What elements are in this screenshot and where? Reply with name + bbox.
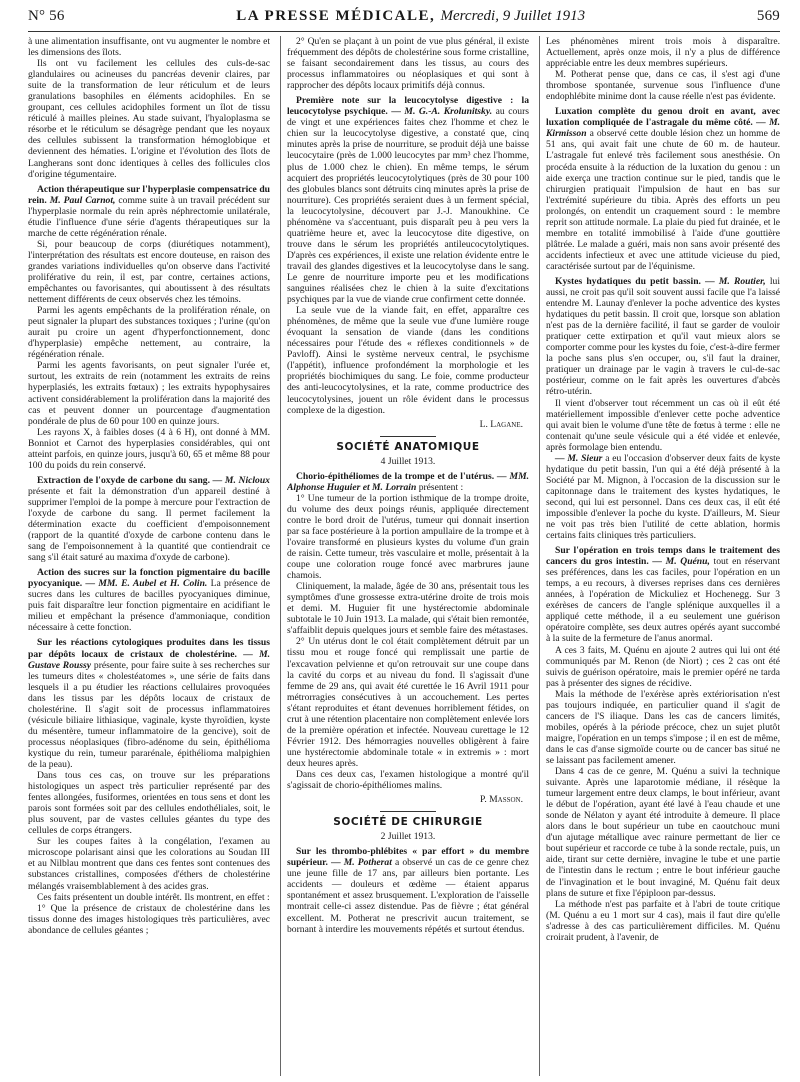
- article-paragraph: [287, 471, 529, 493]
- paragraph: [28, 360, 270, 426]
- paragraph: [546, 398, 780, 453]
- paragraph: [546, 69, 780, 102]
- author-name: — M. Nicloux: [212, 474, 270, 486]
- section-title: SOCIÉTÉ ANATOMIQUE: [336, 440, 480, 453]
- paragraph: [287, 305, 529, 415]
- paragraph-text: La présence de sucres dans les cultures de bacilles pyocyaniques diminue, puis fait disparaître leur fonction pigmentaire en acidifiant le milieu et empêchant la présence d'ammoniaque, condition nécessaire à cette fonction.: [28, 578, 270, 634]
- paragraph: [28, 36, 270, 58]
- author-name: — M. Potherat: [331, 857, 392, 869]
- paragraph-text: a eu l'occasion d'observer deux faits de kyste hydatique du petit bassin, l'un qui a été déjà présenté à la Société par M. Mignon, à l'occasion de la discussion sur le capitonnage dans le traitement des kystes hydatiques, le second, qui lui est personnel. Dans ces deux cas, il eût été impossible d'enlever la poche du kyste. D'ailleurs, M. Sieur ne voit pas très bien l'utilité de cette ablation, hormis certains faits cliniques très particuliers.: [546, 452, 780, 542]
- paragraph: [287, 36, 529, 91]
- column-separator: [280, 36, 281, 1076]
- paragraph-text: Mais la méthode de l'exérèse après extériorisation n'est pas toujours indiquée, en particulier quand il s'agit de cancers de l'S iliaque. Dans les cas de cancers limités, mobiles, opérés à la période précoce, chez un sujet plutôt maigre, l'opération en un temps s'impose ; il en est de même, dans le cas d'anse sigmoïde courte ou de cancer bas situé ne se laissant pas facilement amener.: [546, 688, 780, 766]
- paragraph-text: 1° Une tumeur de la portion isthmique de la trompe droite, du volume des deux poings réunis, appliquée directement contre le bord droit de l'utérus, tumeur qui donnait insertion par sa face postérieure à la portion ampullaire de la trompe et à l'ovaire transformé en plusieurs kystes du volume d'un grain de raisin. Cette tumeur, très vasculaire et molle, présentait à la coupe une coloration rouge foncé avec marbrures jaune chamois.: [287, 492, 529, 582]
- article-paragraph: [546, 106, 780, 272]
- article-paragraph: [287, 846, 529, 934]
- section-heading: [287, 811, 529, 842]
- article-title: Sur l'opération en trois temps dans le traitement des cancers du gros intestin.: [546, 545, 780, 568]
- signature: P. Masson.: [480, 794, 523, 806]
- article-paragraph: [287, 95, 529, 305]
- header-rule: [28, 31, 780, 32]
- paragraph-text: présente, pour faire suite à ses recherches sur les tumeurs dites « cholestéatomes », une série de faits dans lesquels il a pu étudier les réactions cellulaires provoquées dans les tissus par les dépôts locaux de cristaux de cholestérine. Il s'agit soit de processus inflammatoires (vésicule biliaire lithiasique, vaginale, kyste thyroïdien, kyste du mésentère, tumeur inflammatoire de la gencive), soit de processus néoplasiques (fibro-adénome du sein, épithélioma kystique du rein, tumeur pararénale, épithélioma malpighien de la peau).: [28, 659, 270, 770]
- paragraph-text: Ces faits présentent un double intérêt. Ils montrent, en effet :: [37, 891, 270, 903]
- paragraph-text: 1° Que la présence de cristaux de cholestérine dans les tissus donne des images histologiques très particulières, avec abondance de cellules géantes ;: [28, 902, 270, 936]
- paragraph-text: 2° Qu'en se plaçant à un point de vue plus général, il existe fréquemment des dépôts de cholestérine sous forme cristalline, se faisant secondairement dans les tissus, au cours des processus inflammatoires ou néoplasiques et qui sont à rapprocher des dépôts locaux primitifs déjà connus.: [287, 36, 529, 92]
- paragraph-text: Dans ces deux cas, l'examen histologique a montré qu'il s'agissait de chorio-épithéliomes malins.: [287, 769, 529, 792]
- author-name: — M. Routier,: [705, 275, 766, 287]
- section-date: 2 Juillet 1913.: [380, 831, 436, 843]
- paragraph: [28, 305, 270, 360]
- paragraph-text: Parmi les agents favorisants, on peut signaler l'urée et, surtout, les extraits de rein (notamment les extraits de reins hyperplasiés, les extraits fœtaux) ; les extraits hypophysaires activent considérablement la prolifération dans la majorité des cas et peuvent donner un pourcentage d'augmentation pondérale de plus de 60 pour 100 en quinze jours.: [28, 360, 270, 427]
- column-3: [546, 36, 780, 1078]
- author-name: — MM. E. Aubel et H. Colin.: [85, 578, 208, 590]
- column-2: [287, 36, 529, 1078]
- page-number-right: 569: [756, 8, 780, 24]
- paragraph: [287, 769, 529, 791]
- paragraph-text: au cours de vingt et une expériences faites chez l'homme et chez le chien sur la leucocytolyse digestive, a constaté que, cinq minutes après la prise de nourriture, se produit déjà une baisse leucocytaire (près de 1.000 leucocytes par mm³ chez l'homme, plus de 1.000 chez le chien). En même temps, le sérum acquiert des propriétés leucocytolytiques (près de 30 pour 100 des globules blancs sont détruits cinq minutes après la prise de nourriture). Ces propriétés seraient dues à un ferment spécial, la leucocytolysine, découvert par J.-J. Manoukhine. Ce phénomène va s'accentuant, puis disparaît peu à peu vers la quatrième heure et, avec la leucocytose dite digestive, on trouve dans le sérum les propriétés antileucocytolytiques. D'après ces expériences, il existe une relation évidente entre le travail des glandes digestives et la leucocytolyse dans le sang. Le genre de nourriture importe peu et les modifications sanguines réalisées chez le chien à la suite d'excitations psychiques par la vue de viande crue confirment cette donnée.: [287, 106, 529, 306]
- section-heading: [287, 436, 529, 467]
- article-title: Action des sucres sur la fonction pigmentaire du bacille pyocyanique.: [28, 567, 270, 590]
- paragraph: [28, 427, 270, 471]
- article-title: Extraction de l'oxyde de carbone du sang.: [37, 474, 210, 486]
- article-title: Sur les réactions cytologiques produites dans les tissus par dépôts locaux de cristaux de cholestérine.: [28, 637, 270, 660]
- signature: L. Lagane.: [479, 418, 523, 430]
- article-paragraph: [28, 475, 270, 563]
- journal-name: LA PRESSE MÉDICALE,: [236, 8, 436, 24]
- paragraph-text: Dans tous ces cas, on trouve sur les préparations histologiques un aspect très particulier représenté par des fentes allongées, fusiformes, orientées en tous sens et dont les parois sont formées soit par des cellules endothéliales, soit, le plus souvent, par de vastes cellules géantes du type des cellules de corps étrangers.: [28, 770, 270, 837]
- paragraph-text: Si, pour beaucoup de corps (diurétiques notamment), l'interprétation des résultats est encore douteuse, en raison des grandes variations individuelles qu'on observe dans l'activité proliférative du rein, il est, par contre, certaines actions, empêchantes ou favorisantes, qui aboutissent à des résultats nettement différents de ceux observés chez les témoins.: [28, 238, 270, 306]
- paragraph: [546, 689, 780, 766]
- paragraph: [287, 636, 529, 769]
- paragraph: [28, 903, 270, 936]
- page-number-left: N° 56: [28, 8, 65, 24]
- paragraph-text: La seule vue de la viande fait, en effet, apparaître ces phénomènes, de même que la seule vue d'une lumière rouge évoquant la sensation de viande (dans les conditions nécessaires pour l'étude des « réflexes conditionnels » de Pavloff). Ainsi le système nerveux central, le psychisme (l'appétit), influence profondément la morphologie et les propriétés biochimiques du sang. Le foie, comme producteur des anti-leucocytolysines, et la rate, comme productrice des leucocytolysines, jouent un rôle évident dans le processus complexe de la digestion.: [287, 305, 529, 416]
- running-header: [28, 8, 780, 30]
- issue-date: Mercredi, 9 Juillet 1913: [440, 8, 586, 24]
- article-title: Chorio-épithéliomes de la trompe et de l'utérus.: [296, 470, 495, 482]
- paragraph-text: a observé un cas de ce genre chez une jeune fille de 17 ans, par ailleurs bien portante. Les accidents — douleurs et œdème — étaient apparus spontanément et assez brusquement. L'exploration de l'aisselle montrait celle-ci assez distendue. Pas de fièvre ; état général excellent. M. Potherat ne prescrivit aucun traitement, se bornant à interdire les mouvements répétés et surtout étendus.: [287, 857, 529, 935]
- article-title: Première note sur la leucocytolyse digestive : la leucocytolyse psychique.: [287, 95, 529, 118]
- paragraph-text: La méthode n'est pas parfaite et à l'abri de toute critique (M. Quénu a eu 1 mort sur 4 cas), mais il faut dire qu'elle s'adresse à des cas particulièrement difficiles. M. Quénu croirait prudent, à l'avenir, de: [546, 898, 780, 943]
- article-title: Action thérapeutique sur l'hyperplasie compensatrice du rein.: [28, 183, 270, 206]
- paragraph-text: présentent :: [418, 481, 464, 493]
- section-rule: [380, 811, 436, 812]
- author-name: — M. G.-A. Krolunitsky.: [391, 106, 493, 118]
- paragraph-text: a observé cette double lésion chez un homme de 51 ans, qui avait fait une chute de 60 m. de hauteur. L'astragale fut enlevé très facilement sous anesthésie. On procéda ensuite à la réduction de la luxation du genou : un aide exerça une traction continue sur le pied, tandis que le chirurgien pratiquait l'impulsion de haut en bas sur l'extrémité supérieure du tibia. Après des efforts un peu prolongés, on entendit un craquement sourd : le membre reprit son attitude normale. La plaie du pied fut drainée, et le membre en totalité immobilisé à l'aide d'une gouttière plâtrée. Le malade a guéri, mais non sans avoir présenté des accidents infectieux et avec une attitude vicieuse du pied, caractérisée surtout par de l'équinisme.: [546, 128, 780, 272]
- paragraph: [287, 493, 529, 581]
- paragraph: [287, 581, 529, 636]
- paragraph: [546, 766, 780, 899]
- paragraph-text: Ils ont vu facilement les cellules des culs-de-sac glandulaires ou acineuses du pancréas devenir claires, par suite de la transformation de leur réticulum et de leurs granulations basophiles en éléments acidophiles. En se groupant, ces cellules acidophiles forment un îlot de tissu réticulé à mailles pleines. Au stade suivant, l'hyaloplasma se résorbe et le réticulum se désagrège pendant que les noyaux des cellules subissent la transformation hémoglobique et deviennent des hématies. L'origine et l'évolution des îlots de Langherans sont donc identiques à celles des follicules clos d'origine tégumentaire.: [28, 58, 270, 180]
- paragraph-text: Les phénomènes mirent trois mois à disparaître. Actuellement, après onze mois, il n'y a plus de différence appréciable entre les deux membres supérieurs.: [546, 36, 780, 70]
- author-name: M. Paul Carnot,: [49, 194, 116, 206]
- author-name: — M. Sieur: [555, 452, 603, 464]
- author-name: — M. Kirmisson: [546, 117, 780, 140]
- article-paragraph: [28, 184, 270, 239]
- author-name: — M. Gustave Roussy: [28, 648, 270, 671]
- paragraph-text: M. Potherat pense que, dans ce cas, il s'est agi d'une thrombose spontanée, survenue sous l'influence d'une endophlébite minime dont la cause réelle n'est pas évidente.: [546, 69, 780, 103]
- paragraph-text: présente et fait la démonstration d'un appareil destiné à supprimer l'emploi de la pompe à mercure pour l'extraction de l'oxyde de carbone du sang. Il permet facilement la détermination exacte du coefficient d'empoisonnement (rapport de la quantité d'oxyde de carbone contenu dans le sang de l'empoisonnement à la quantité que contiendrait ce sang s'il était saturé au maxima d'oxyde de carbone).: [28, 485, 270, 564]
- article-paragraph: [28, 637, 270, 770]
- author-name: — M. Quénu,: [652, 556, 710, 568]
- column-1: [28, 36, 270, 1078]
- paragraph-text: comme suite à un travail précédent sur l'hyperplasie normale du rein après néphrectomie unilatérale, étudie l'influence d'une série d'agents thérapeutiques sur la marche de cette régénération rénale.: [28, 194, 270, 239]
- column-separator: [539, 36, 540, 1076]
- paragraph-text: A ces 3 faits, M. Quénu en ajoute 2 autres qui lui ont été communiqués par M. Renon (de Niort) ; ces 2 cas ont été suivis de guérison opératoire, mais le premier opéré ne tarda pas à présenter des signes de récidive.: [546, 644, 780, 689]
- paragraph-text: 2° Un utérus dont le col était complètement détruit par un tissu mou et rouge foncé qui remplissait une partie de l'excavation pelvienne et qu'on retrouvait sur une coupe dans la cavité du corps et au niveau du fond. Il s'agissait d'une femme de 29 ans, qui avait été curettée le 16 Avril 1911 pour métrorragies consécutives à un accouchement. Les pertes s'étant reproduites et étant devenues horriblement fétides, on crut à une rétention placentaire non complètement enlevée lors de la première opération et infectée. Nouveau curettage le 12 Février 1912. Des hémorragies nouvelles obligèrent à faire une hystérectomie abdominale totale « in extremis » : mort deux heures après.: [287, 636, 529, 769]
- article-title: Luxation complète du genou droit en avant, avec luxation compliquée de l'astragale du même côté.: [546, 106, 780, 129]
- article-paragraph: [28, 567, 270, 633]
- article-paragraph: [546, 545, 780, 644]
- article-paragraph: [546, 276, 780, 398]
- paragraph-text: Parmi les agents empêchants de la prolifération rénale, on peut signaler la plupart des substances toxiques ; l'urine (qu'on aurait pu croire un agent d'hyperfonctionnement, donc d'hyperplasie) empêche nettement, au contraire, la régénération rénale.: [28, 305, 270, 361]
- paragraph: [546, 453, 780, 541]
- paragraph-text: tout en réservant ses préférences, dans les cas faciles, pour l'opération en un temps, a eu recours, à diverses reprises dans ces dernières années, à l'opération de Mickuliez et Hochenegg. Sur 3 exérèses de cancers de l'angle splénique auxquelles il a appliqué cette méthode, il a eu seulement une guérison opératoire complète, ses deux autres opérés ayant succombé à la suite de la fermeture de l'anus anormal.: [546, 556, 780, 645]
- paragraph: [28, 892, 270, 903]
- paragraph: [28, 770, 270, 836]
- paragraph: [28, 239, 270, 305]
- section-date: 4 Juillet 1913.: [380, 455, 436, 467]
- author-name: — MM. Alphonse Huguier et M. Lorrain: [287, 470, 529, 493]
- section-rule: [380, 436, 436, 437]
- paragraph-text: Sur les coupes faites à la congélation, l'examen au microscope polarisant ainsi que les colorations au Soudan III et au Nilblau montrent que dans ces fentes sont contenues des substances cristallines, composées d'éthers de cholestérine mélangés vraisemblablement à des acides gras.: [28, 836, 270, 892]
- paragraph-text: Dans 4 cas de ce genre, M. Quénu a suivi la technique suivante. Après une laparotomie médiane, il résèque la tumeur largement entre deux clamps, le bout inférieur, avant le début de l'opération, ayant été lavé à l'eau chaude et une sonde de Nélaton y ayant été introduite à demeure. Il place alors dans le bout supérieur un tube en caoutchouc muni d'un ajutage métallique avec rainure permettant de lier ce bout supérieur et raccorde ce tube à la sonde rectale, puis, un aide, tirant sur cette dernière, invagine le tube et une partie de l'intestin dans le rectum ; entre le bout inférieur gauche de l'invagination et le bout invaginé, M. Quénu fait deux plans de suture et fixe l'épiploon par-dessus.: [546, 766, 780, 899]
- journal-title: [236, 8, 585, 25]
- paragraph-text: à une alimentation insuffisante, ont vu augmenter le nombre et les dimensions des îlots.: [28, 36, 270, 59]
- paragraph-text: Il vient d'observer tout récemment un cas où il eût été matériellement impossible d'enlever cette poche adventice qui avait bien le volume d'une tête de fœtus à terme : elle ne contenait qu'une seule vésicule qui a été vidée et enlevée, après formolage bien entendu.: [546, 397, 780, 453]
- paragraph: [546, 645, 780, 689]
- article-title: Sur les thrombo-phlébites « par effort » du membre supérieur.: [287, 846, 529, 869]
- paragraph-text: Les rayons X, à faibles doses (4 à 6 H), ont donné à MM. Bonniot et Carnot des hyperplasies considérables, qui ont atteint parfois, en quinze jours, jusqu'à 60, 65 et même 88 pour 100 du poids du rein conservé.: [28, 426, 270, 471]
- paragraph-text: lui aussi, ne croit pas qu'il soit souvent aussi facile que l'a laissé entendre M. Launay d'enlever la poche adventice des kystes hydatiques du petit bassin. Il croit que, lorsque son ablation n'est pas de la dernière facilité, il faut se garder de vouloir pratiquer cette extirpation et qu'il vaut mieux alors se comporter comme pour les kystes du foie, c'est-à-dire fermer la poche sans plus s'en occuper, ou, s'il faut la drainer, pratiquer un drainage par le vagin à travers le cul-de-sac postérieur, comme on le fait après les ouvertures d'abcès rétro-utérin.: [546, 275, 780, 398]
- article-title: Kystes hydatiques du petit bassin.: [555, 275, 701, 287]
- paragraph-text: Cliniquement, la malade, âgée de 30 ans, présentait tous les symptômes d'une grossesse extra-utérine droite de trois mois et demi. M. Huguier fit une hystérectomie abdominale subtotale le 10 Juin 1913. La malade, qui s'était bien remontée, s'affaiblit depuis quelques jours et semble faire des métastases.: [287, 581, 529, 637]
- section-title: SOCIÉTÉ DE CHIRURGIE: [333, 816, 483, 829]
- paragraph: [28, 836, 270, 891]
- paragraph: [546, 899, 780, 943]
- paragraph: [28, 58, 270, 180]
- paragraph: [546, 36, 780, 69]
